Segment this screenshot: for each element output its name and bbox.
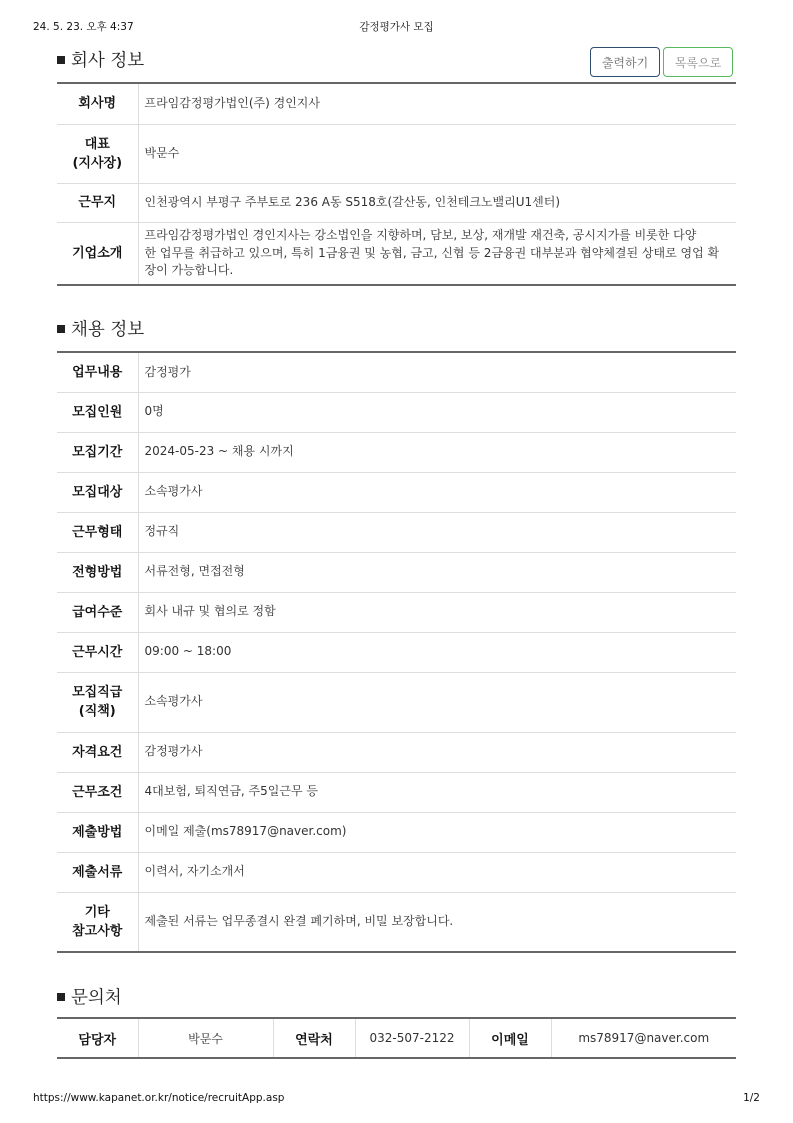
row-label: 근무지 bbox=[57, 183, 138, 222]
row-label: 기타 참고사항 bbox=[57, 892, 138, 952]
row-value: 인천광역시 부평구 주부토로 236 A동 S518호(갈산동, 인천테크노밸리U1센터) bbox=[138, 183, 736, 222]
table-row bbox=[57, 83, 736, 124]
table-row bbox=[57, 432, 736, 472]
print-title: 감정평가사 모집 bbox=[359, 21, 434, 33]
table-row bbox=[57, 672, 736, 732]
row-label: 근무조건 bbox=[57, 772, 138, 812]
table-row bbox=[57, 222, 736, 285]
print-header bbox=[33, 19, 760, 33]
print-datetime: 24. 5. 23. 오후 4:37 bbox=[33, 21, 134, 33]
recruit-section-title: 채용 정보 bbox=[57, 316, 144, 341]
row-value: 서류전형, 면접전형 bbox=[138, 552, 736, 592]
table-row bbox=[57, 892, 736, 952]
row-label: 모집대상 bbox=[57, 472, 138, 512]
row-value: 감정평가사 bbox=[138, 732, 736, 772]
print-footer bbox=[33, 1092, 760, 1106]
row-label: 기업소개 bbox=[57, 222, 138, 285]
table-row bbox=[57, 852, 736, 892]
table-row bbox=[57, 392, 736, 432]
row-label: 모집기간 bbox=[57, 432, 138, 472]
row-label: 제출서류 bbox=[57, 852, 138, 892]
row-label: 모집인원 bbox=[57, 392, 138, 432]
row-label: 대표 (지사장) bbox=[57, 124, 138, 183]
row-value: 이력서, 자기소개서 bbox=[138, 852, 736, 892]
email-label: 이메일 bbox=[469, 1018, 551, 1058]
row-value: 이메일 제출(ms78917@naver.com) bbox=[138, 812, 736, 852]
table-row bbox=[57, 183, 736, 222]
row-value: 0명 bbox=[138, 392, 736, 432]
row-value: 4대보험, 퇴직연금, 주5일근무 등 bbox=[138, 772, 736, 812]
row-value: 정규직 bbox=[138, 512, 736, 552]
row-label: 급여수준 bbox=[57, 592, 138, 632]
company-info-table bbox=[57, 82, 736, 286]
row-value: 소속평가사 bbox=[138, 472, 736, 512]
table-row bbox=[57, 772, 736, 812]
table-row bbox=[57, 1018, 736, 1058]
row-label: 제출방법 bbox=[57, 812, 138, 852]
row-label: 근무형태 bbox=[57, 512, 138, 552]
row-label: 모집직급 (직책) bbox=[57, 672, 138, 732]
manager-value: 박문수 bbox=[138, 1018, 273, 1058]
row-value: 프라임감정평가법인(주) 경인지사 bbox=[138, 83, 736, 124]
contact-section-title: 문의처 bbox=[57, 984, 122, 1009]
table-row bbox=[57, 732, 736, 772]
table-row bbox=[57, 352, 736, 392]
page-number: 1/2 bbox=[743, 1092, 760, 1104]
list-button[interactable]: 목록으로 bbox=[663, 47, 733, 77]
company-section-title: 회사 정보 bbox=[57, 47, 144, 72]
row-value: 09:00 ~ 18:00 bbox=[138, 632, 736, 672]
row-value: 프라임감정평가법인 경인지사는 강소법인을 지향하며, 담보, 보상, 재개발 재건축, 공시지가를 비롯한 다양 한 업무를 취급하고 있으며, 특히 1금융권 및 농협, 금고, 신협 등 2금융권 대부분과 협약체결된 상태로 영업 확 장이 가능합니다. bbox=[144, 228, 720, 277]
row-value: 회사 내규 및 협의로 정함 bbox=[138, 592, 736, 632]
square-bullet-icon bbox=[57, 325, 65, 333]
row-value: 박문수 bbox=[138, 124, 736, 183]
table-row bbox=[57, 632, 736, 672]
table-row bbox=[57, 812, 736, 852]
square-bullet-icon bbox=[57, 993, 65, 1001]
print-button[interactable]: 출력하기 bbox=[590, 47, 660, 77]
row-label: 자격요건 bbox=[57, 732, 138, 772]
row-value: 소속평가사 bbox=[138, 672, 736, 732]
phone-value: 032-507-2122 bbox=[355, 1018, 469, 1058]
row-label: 전형방법 bbox=[57, 552, 138, 592]
contact-table bbox=[57, 1017, 736, 1059]
email-value: ms78917@naver.com bbox=[578, 1031, 710, 1045]
row-value: 2024-05-23 ~ 채용 시까지 bbox=[138, 432, 736, 472]
square-bullet-icon bbox=[57, 56, 65, 64]
phone-label: 연락처 bbox=[273, 1018, 355, 1058]
page-url: https://www.kapanet.or.kr/notice/recruitApp.asp bbox=[33, 1092, 285, 1104]
table-row bbox=[57, 552, 736, 592]
row-value: 제출된 서류는 업무종결시 완결 폐기하며, 비밀 보장합니다. bbox=[144, 914, 454, 928]
table-row bbox=[57, 124, 736, 183]
row-value: 감정평가 bbox=[138, 352, 736, 392]
table-row bbox=[57, 592, 736, 632]
table-row bbox=[57, 512, 736, 552]
row-label: 업무내용 bbox=[57, 352, 138, 392]
row-label: 회사명 bbox=[57, 83, 138, 124]
manager-label: 담당자 bbox=[57, 1018, 138, 1058]
row-label: 근무시간 bbox=[57, 632, 138, 672]
table-row bbox=[57, 472, 736, 512]
recruit-info-table bbox=[57, 351, 736, 953]
